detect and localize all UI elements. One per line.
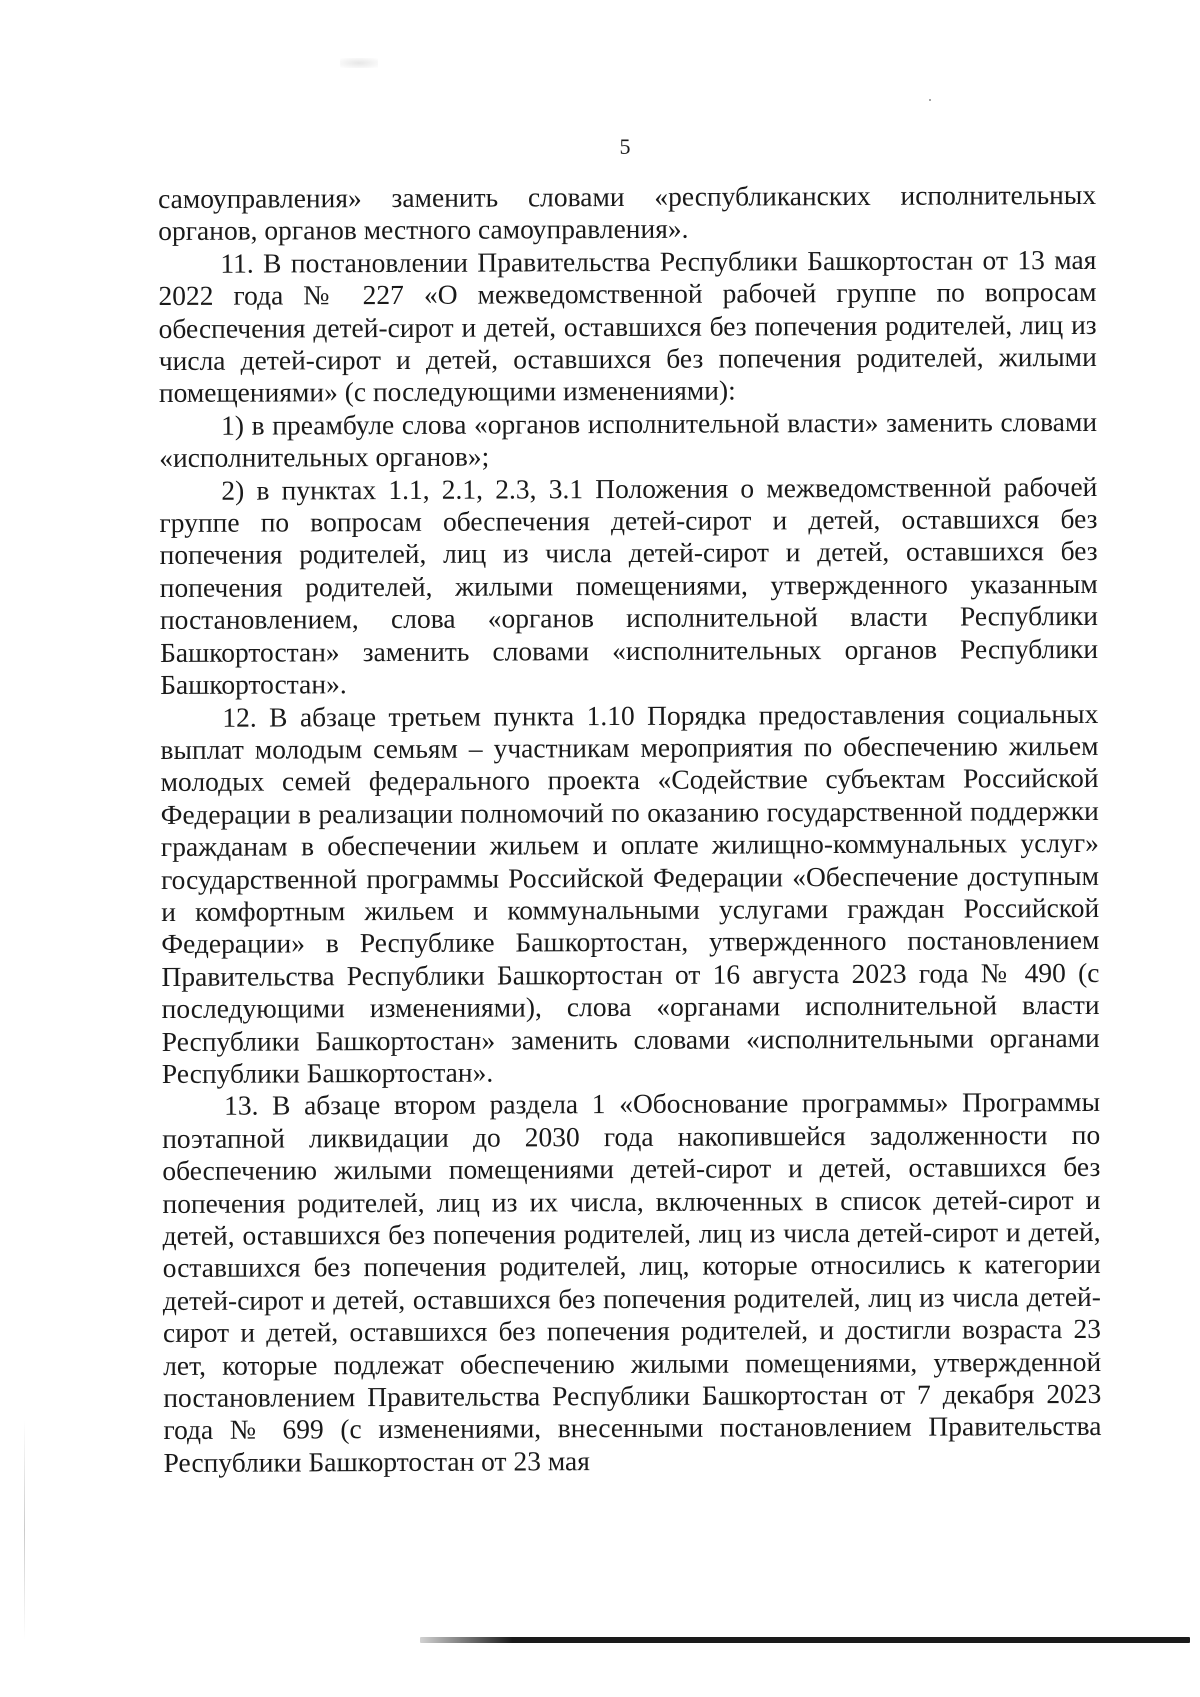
page-number: 5 [619, 134, 631, 159]
paragraph-continuation: самоуправления» заменить словами «республиканских исполнительных органов, органов местного самоуправления». [158, 178, 1097, 247]
scan-artifact [340, 58, 378, 68]
paragraph-subitem-1: 1) в преамбуле слова «органов исполнительной власти» заменить словами «исполнительных органов»; [159, 405, 1098, 474]
scan-artifact [24, 1420, 25, 1640]
paragraph-subitem-2: 2) в пунктах 1.1, 2.1, 2.3, 3.1 Положения о межведомственной рабочей группе по вопросам обеспечения детей-сирот и детей, оставшихся без попечения родителей, лиц из числа детей-сирот и детей, оставшихся без попечения родителей, жилыми помещениями, утвержденного указанным постановлением, слова «органов исполнительной власти Республики Башкортостан» заменить словами «исполнительных органов Республики Башкортостан». [159, 470, 1099, 701]
bottom-scan-edge-line [420, 1637, 1190, 1643]
scan-artifact [929, 99, 931, 101]
paragraph-item-12: 12. В абзаце третьем пункта 1.10 Порядка предоставления социальных выплат молодым семьям – участникам мероприятия по обеспечению жильем молодых семей федерального проекта «Содействие субъектам Российской Федерации в реализации полномочий по оказанию государственной поддержки гражданам в обеспечении жильем и оплате жилищно-коммунальных услуг» государственной программы Российской Федерации «Обеспечение доступным и комфортным жильем и коммунальными услугами граждан Российской Федерации» в Республике Башкортостан, утвержденного постановлением Правительства Республики Башкортостан от 16 августа 2023 года № 490 (с последующими изменениями), слова «органами исполнительной власти Республики Башкортостан» заменить словами «исполнительными органами Республики Башкортостан». [160, 697, 1100, 1089]
paragraph-item-11: 11. В постановлении Правительства Республики Башкортостан от 13 мая 2022 года № 227 «О межведомственной рабочей группе по вопросам обеспечения детей-сирот и детей, оставшихся без попечения родителей, лиц из числа детей-сирот и детей, оставшихся без попечения родителей, жилыми помещениями» (с последующими изменениями): [158, 243, 1097, 409]
document-body [158, 179, 1102, 1479]
paragraph-item-13: 13. В абзаце втором раздела 1 «Обоснование программы» Программы поэтапной ликвидации до 2030 года накопившейся задолженности по обеспечению жилыми помещениями детей-сирот и детей, оставшихся без попечения родителей, лиц из их числа, включенных в список детей-сирот и детей, оставшихся без попечения родителей, лиц из числа детей-сирот и детей, оставшихся без попечения родителей, лиц, которые относились к категории детей-сирот и детей, оставшихся без попечения родителей, лиц из числа детей-сирот и детей, оставшихся без попечения родителей, и достигли возраста 23 лет, которые подлежат обеспечению жилыми помещениями, утвержденной постановлением Правительства Республики Башкортостан от 7 декабря 2023 года № 699 (с изменениями, внесенными постановлением Правительства Республики Башкортостан от 23 мая [162, 1086, 1102, 1478]
